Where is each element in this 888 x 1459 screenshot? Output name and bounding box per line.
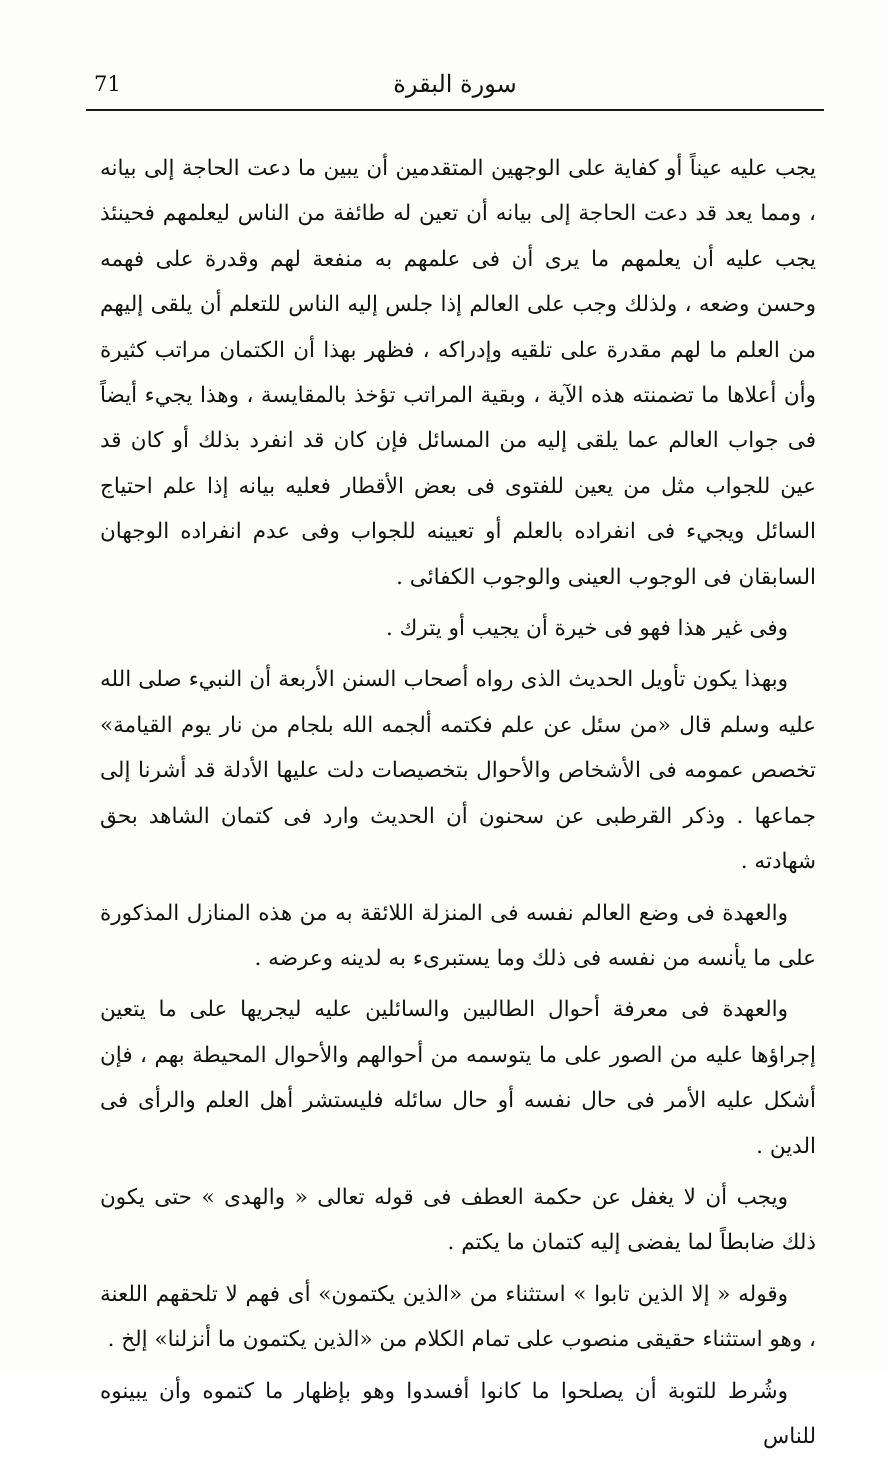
paragraph: وقوله « إلا الذين تابوا » استثناء من «الذين يكتمون» أى فهم لا تلحقهم اللعنة ، وهو استثناء حقيقى منصوب على تمام الكلام من «الذين يكتمون ما أنزلنا» إلخ . — [100, 1281, 816, 1353]
body-text — [100, 146, 816, 1459]
paragraph: وفى غير هذا فهو فى خيرة أن يجيب أو يترك . — [386, 616, 788, 642]
paragraph: والعهدة فى معرفة أحوال الطالبين والسائلين عليه ليجريها على ما يتعين إجراؤها عليه من الصور على ما يتوسمه من أحوالهم والأحوال المحيطة بهم ، فإن أشكل عليه الأمر فى حال نفسه أو حال سائله فليستشر أهل العلم والرأى فى الدين . — [100, 997, 816, 1159]
paragraph: والعهدة فى وضع العالم نفسه فى المنزلة اللائقة به من هذه المنازل المذكورة على ما يأنسه من نفسه فى ذلك وما يستبرىء به لدينه وعرضه . — [100, 900, 816, 971]
page-header — [86, 58, 824, 110]
header-divider — [86, 109, 824, 111]
page-number: 71 — [94, 72, 121, 96]
running-title: سورة البقرة — [393, 70, 517, 98]
paragraph: وشُرط للتوبة أن يصلحوا ما كانوا أفسدوا وهو بإظهار ما كتموه وأن يبينوه للناس — [100, 1378, 816, 1449]
paragraph: يجب عليه عيناً أو كفاية على الوجهين المتقدمين أن يبين ما دعت الحاجة إلى بيانه ، ومما يعد قد دعت الحاجة إلى بيانه أن تعين له طائفة من الناس ليعلمهم فحينئذ يجب عليه أن يعلمهم ما يرى أن فى علمهم به منفعة لهم وقدرة على فهمه وحسن وضعه ، ولذلك وجب على العالم إذا جلس إليه الناس للتعلم أن يلقى إليهم من العلم ما لهم مقدرة على تلقيه وإدراكه ، فظهر بهذا أن الكتمان مراتب كثيرة وأن أعلاها ما تضمنته هذه الآية ، وبقية المراتب تؤخذ بالمقايسة ، وهذا يجيء أيضاً فى جواب العالم عما يلقى إليه من المسائل فإن كان قد انفرد بذلك أو كان قد عين للجواب مثل من يعين للفتوى فى بعض الأقطار فعليه بيانه إذا علم احتياج السائل ويجيء فى انفراده بالعلم أو تعيينه للجواب وفى عدم انفراده الوجهان السابقان فى الوجوب العينى والوجوب الكفائى . — [100, 156, 816, 590]
paragraph: وبهذا يكون تأويل الحديث الذى رواه أصحاب السنن الأربعة أن النبيء صلى الله عليه وسلم قال «من سئل عن علم فكتمه ألجمه الله بلجام من نار يوم القيامة» تخصص عمومه فى الأشخاص والأحوال بتخصيصات دلت عليها الأدلة قد أشرنا إلى جماعها . وذكر القرطبى عن سحنون أن الحديث وارد فى كتمان الشاهد بحق شهادته . — [100, 667, 816, 875]
paragraph: ويجب أن لا يغفل عن حكمة العطف فى قوله تعالى « والهدى » حتى يكون ذلك ضابطاً لما يفضى إليه كتمان ما يكتم . — [100, 1184, 816, 1256]
